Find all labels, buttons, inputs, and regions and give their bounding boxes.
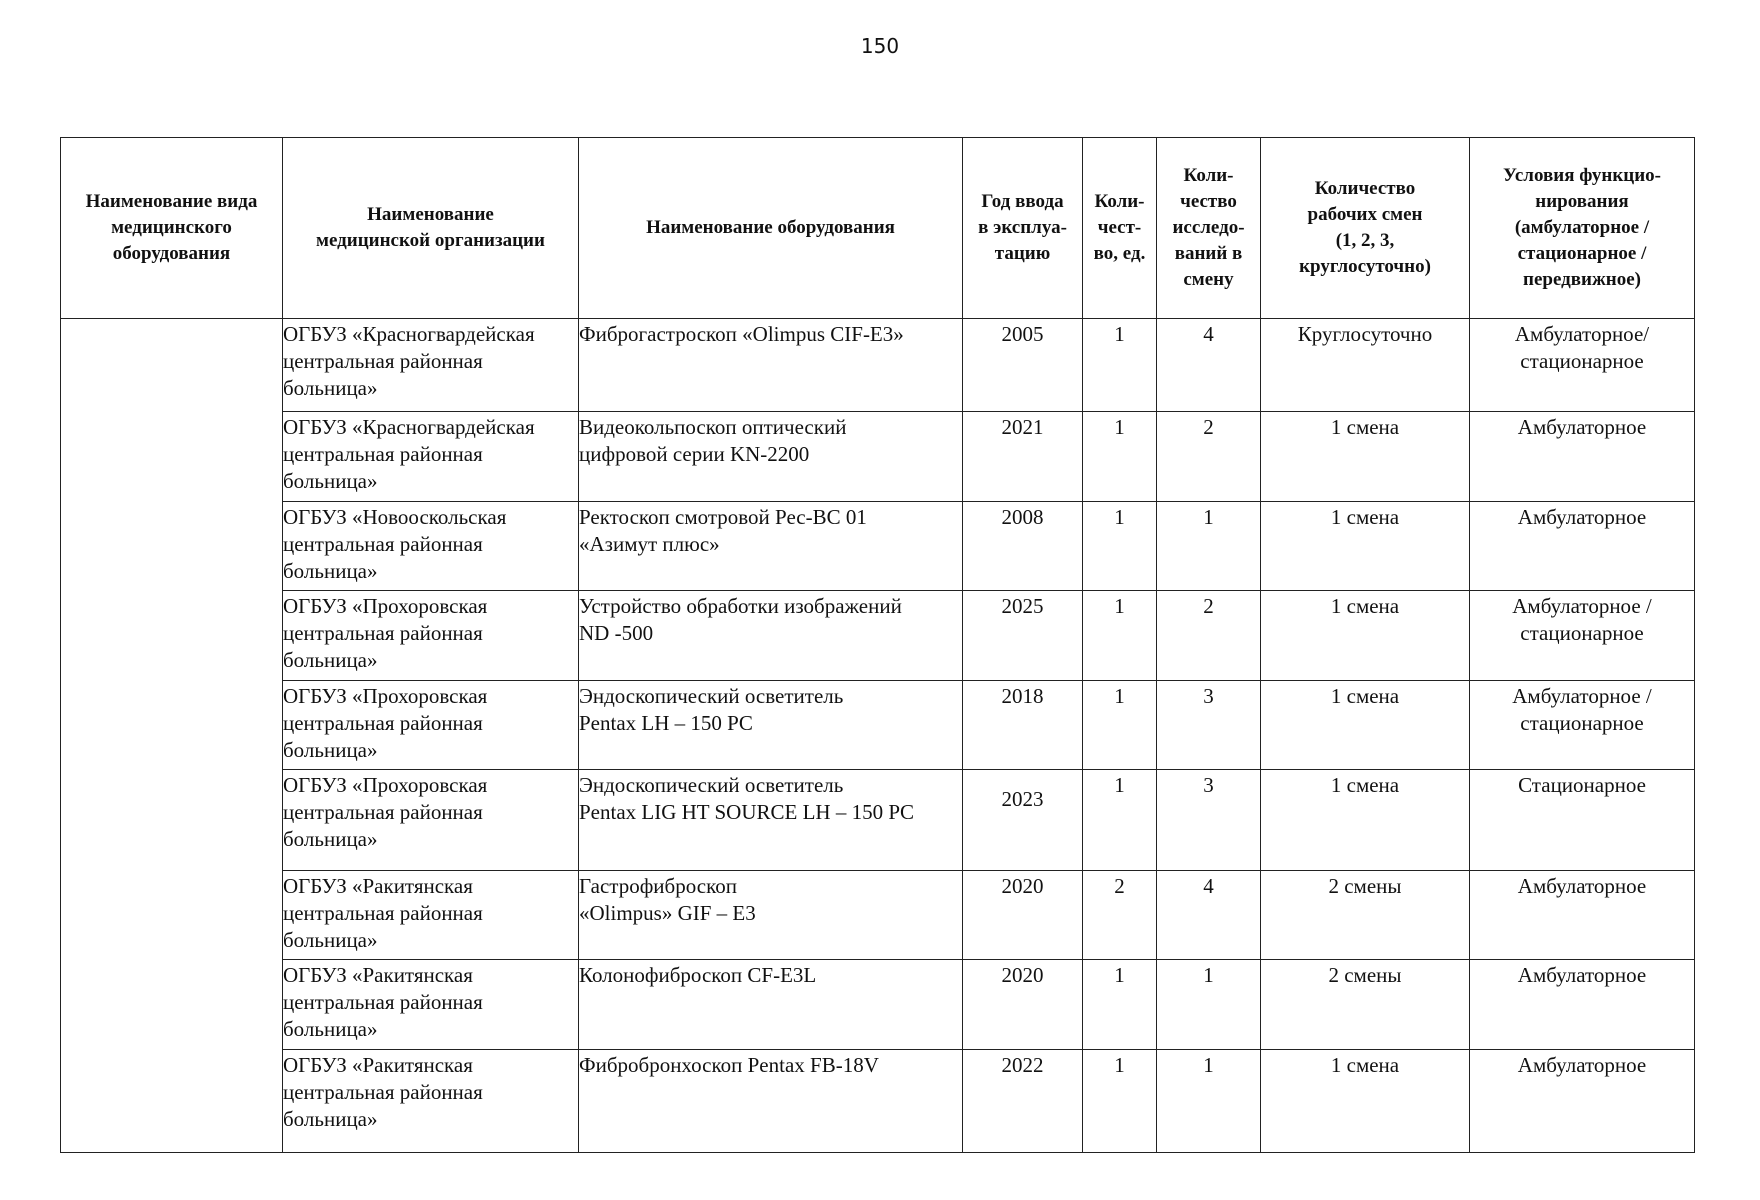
year-cell: 2025 (963, 591, 1083, 681)
conditions-cell: Амбулаторное (1470, 960, 1695, 1050)
qty-cell: 1 (1083, 1050, 1157, 1153)
qty-cell: 1 (1083, 412, 1157, 502)
shifts-cell: 1 смена (1261, 1050, 1470, 1153)
equipment-table (60, 137, 1695, 1153)
org-cell: ОГБУЗ «Прохоровская центральная районная больница» (283, 681, 579, 770)
org-cell: ОГБУЗ «Ракитянская центральная районная больница» (283, 960, 579, 1050)
header-shifts: Количество рабочих смен (1, 2, 3, круглосуточно) (1261, 138, 1470, 319)
equipment-cell: Колонофиброскоп CF-E3L (579, 960, 963, 1050)
equipment-cell: Фиброгастроскоп «Olimpus CIF-E3» (579, 319, 963, 412)
studies-cell: 1 (1157, 1050, 1261, 1153)
studies-cell: 1 (1157, 960, 1261, 1050)
equipment-cell: Видеокольпоскоп оптический цифровой серии KN-2200 (579, 412, 963, 502)
conditions-cell: Амбулаторное/ стационарное (1470, 319, 1695, 412)
org-cell: ОГБУЗ «Прохоровская центральная районная больница» (283, 591, 579, 681)
header-org: Наименование медицинской организации (283, 138, 579, 319)
equipment-cell: Ректоскоп смотровой Рес-ВС 01 «Азимут плюс» (579, 502, 963, 591)
shifts-cell: Круглосуточно (1261, 319, 1470, 412)
qty-cell: 1 (1083, 770, 1157, 871)
org-cell: ОГБУЗ «Новооскольская центральная районная больница» (283, 502, 579, 591)
header-qty: Коли- чест- во, ед. (1083, 138, 1157, 319)
year-cell: 2021 (963, 412, 1083, 502)
equipment-cell: Эндоскопический осветитель Pentax LIG HT SOURCE LH – 150 PC (579, 770, 963, 871)
shifts-cell: 1 смена (1261, 591, 1470, 681)
qty-cell: 1 (1083, 502, 1157, 591)
studies-cell: 3 (1157, 770, 1261, 871)
studies-cell: 4 (1157, 871, 1261, 960)
table-row (61, 319, 1695, 412)
table-header (61, 138, 1695, 319)
qty-cell: 1 (1083, 960, 1157, 1050)
conditions-cell: Амбулаторное (1470, 871, 1695, 960)
header-equipment: Наименование оборудования (579, 138, 963, 319)
header-conditions: Условия функцио- нирования (амбулаторное / стационарное / передвижное) (1470, 138, 1695, 319)
conditions-cell: Амбулаторное (1470, 1050, 1695, 1153)
year-cell: 2022 (963, 1050, 1083, 1153)
year-cell: 2018 (963, 681, 1083, 770)
org-cell: ОГБУЗ «Ракитянская центральная районная больница» (283, 1050, 579, 1153)
org-cell: ОГБУЗ «Ракитянская центральная районная больница» (283, 871, 579, 960)
header-studies: Коли- чество исследо- ваний в смену (1157, 138, 1261, 319)
year-cell: 2005 (963, 319, 1083, 412)
shifts-cell: 1 смена (1261, 681, 1470, 770)
equipment-type-cell (61, 319, 283, 1153)
conditions-cell: Стационарное (1470, 770, 1695, 871)
equipment-cell: Эндоскопический осветитель Pentax LH – 150 PC (579, 681, 963, 770)
table-body (61, 319, 1695, 1153)
shifts-cell: 1 смена (1261, 502, 1470, 591)
qty-cell: 1 (1083, 319, 1157, 412)
qty-cell: 1 (1083, 681, 1157, 770)
studies-cell: 4 (1157, 319, 1261, 412)
shifts-cell: 2 смены (1261, 960, 1470, 1050)
org-cell: ОГБУЗ «Прохоровская центральная районная больница» (283, 770, 579, 871)
year-cell: 2020 (963, 871, 1083, 960)
qty-cell: 1 (1083, 591, 1157, 681)
qty-cell: 2 (1083, 871, 1157, 960)
conditions-cell: Амбулаторное / стационарное (1470, 591, 1695, 681)
org-cell: ОГБУЗ «Красногвардейская центральная районная больница» (283, 412, 579, 502)
year-cell: 2008 (963, 502, 1083, 591)
page-number: 150 (860, 34, 900, 58)
table-row (61, 412, 1695, 502)
table-row (61, 960, 1695, 1050)
table-row (61, 681, 1695, 770)
shifts-cell: 1 смена (1261, 770, 1470, 871)
conditions-cell: Амбулаторное (1470, 502, 1695, 591)
table-row (61, 502, 1695, 591)
year-cell: 2023 (963, 770, 1083, 871)
studies-cell: 1 (1157, 502, 1261, 591)
studies-cell: 2 (1157, 412, 1261, 502)
studies-cell: 2 (1157, 591, 1261, 681)
conditions-cell: Амбулаторное (1470, 412, 1695, 502)
table-row (61, 1050, 1695, 1153)
shifts-cell: 1 смена (1261, 412, 1470, 502)
equipment-cell: Гастрофиброскоп «Olimpus» GIF – E3 (579, 871, 963, 960)
table-row (61, 591, 1695, 681)
studies-cell: 3 (1157, 681, 1261, 770)
table-row (61, 770, 1695, 871)
shifts-cell: 2 смены (1261, 871, 1470, 960)
org-cell: ОГБУЗ «Красногвардейская центральная районная больница» (283, 319, 579, 412)
table-row (61, 871, 1695, 960)
conditions-cell: Амбулаторное / стационарное (1470, 681, 1695, 770)
year-cell: 2020 (963, 960, 1083, 1050)
equipment-cell: Устройство обработки изображений ND -500 (579, 591, 963, 681)
header-year: Год ввода в эксплуа- тацию (963, 138, 1083, 319)
header-type: Наименование вида медицинского оборудования (61, 138, 283, 319)
equipment-cell: Фибробронхоскоп Pentax FB-18V (579, 1050, 963, 1153)
